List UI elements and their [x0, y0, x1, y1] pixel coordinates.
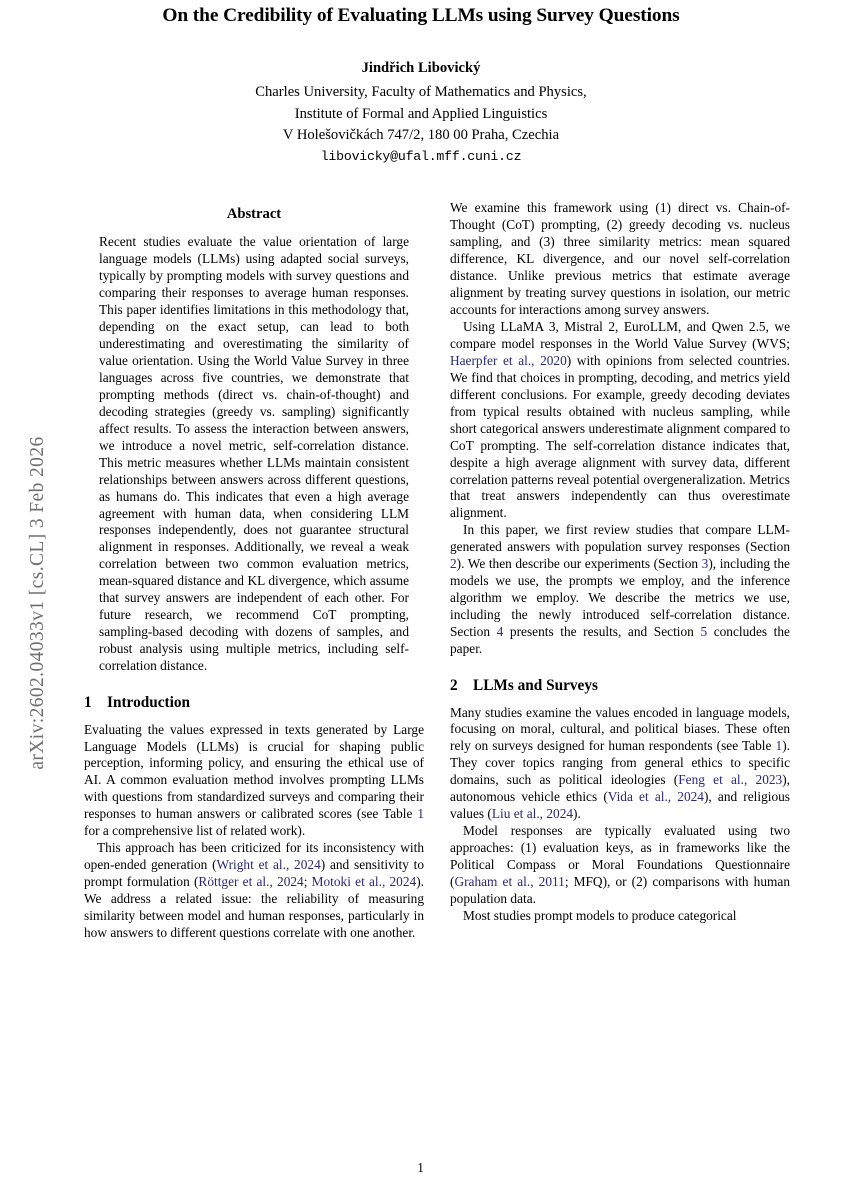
- table-reference[interactable]: 1: [417, 806, 424, 822]
- surveys-paragraph-3: Most studies prompt models to produce categorical: [463, 908, 737, 924]
- text-run: ), and religious values (: [450, 789, 791, 822]
- text-run: ;: [303, 874, 312, 890]
- text-run: ). We then describe our experiments (Section: [456, 556, 702, 572]
- citation-link[interactable]: Liu et al., 2024: [491, 806, 574, 822]
- left-column: [84, 200, 424, 942]
- citation-link[interactable]: Motoki et al., 2024: [311, 874, 417, 890]
- text-run: In this paper, we first review studies that compare LLM-generated answers with population survey responses (Section: [450, 522, 790, 555]
- surveys-paragraph-2: [450, 823, 790, 908]
- section-title: Introduction: [107, 694, 191, 712]
- section-reference[interactable]: 3: [701, 556, 709, 572]
- text-run: for a comprehensive list of related work).: [84, 823, 306, 839]
- page-title: On the Credibility of Evaluating LLMs using Survey Questions: [162, 5, 680, 26]
- intro-paragraph-1: [84, 722, 424, 841]
- section-heading-llms-and-surveys: [450, 677, 790, 695]
- right-column: [450, 200, 790, 925]
- citation-link[interactable]: Wright et al., 2024: [216, 857, 321, 873]
- intro-paragraph-3: We examine this framework using (1) direct vs. Chain-of-Thought (CoT) prompting, (2) greedy decoding vs. nucleus sampling, and (3) three similarity metrics: mean squared difference, KL divergence, and our novel self-correlation distance. Unlike previous metrics that estimate average alignment by treating survey questions in isolation, our metric accounts for interactions among survey answers.: [450, 200, 790, 317]
- surveys-paragraph-1: [450, 705, 790, 824]
- title-block: [84, 4, 758, 164]
- text-run: presents the results, and Section: [503, 624, 701, 640]
- affiliation-line-3: V Holešovičkách 747/2, 180 00 Praha, Czechia: [282, 126, 560, 143]
- section-reference[interactable]: 5: [700, 624, 708, 640]
- text-run: ). They cover topics ranging from general ethics to specific domains, such as political ideologies (: [450, 738, 790, 788]
- section-number: 1: [84, 694, 92, 712]
- abstract-paragraph: Recent studies evaluate the value orientation of large language models (LLMs) using adapted social surveys, typically by prompting models with survey questions and comparing their responses to average human responses. This paper identifies limitations in this methodology that, depending on the exact setup, can lead to both underestimating and overestimating the similarity of value orientation. Using the World Value Survey in three languages across five countries, we demonstrate that prompting methods (direct vs. chain-of-thought) and decoding strategies (greedy vs. sampling) significantly affect results. To assess the interaction between answers, we introduce a novel metric, self-correlation distance. This metric measures whether LLMs maintain consistent relationships between answers across different questions, as humans do. This indicates that even a high average agreement with human data, when considering LLM responses independently, does not guarantee structural alignment in responses. Additionally, we reveal a weak correlation between two common evaluation metrics, mean-squared distance and KL divergence, which assume that survey answers are independent of each other. For future research, we recommend CoT prompting, sampling-based decoding with dozens of samples, and robust analysis using multiple metrics, including self-correlation distance.: [99, 234, 409, 674]
- section-number: 2: [450, 677, 458, 695]
- intro-paragraph-5: [450, 522, 790, 658]
- text-run: ) and sensitivity to prompt formulation (: [84, 857, 425, 890]
- arxiv-identifier-stamp: arXiv:2602.04033v1 [cs.CL] 3 Feb 2026: [27, 436, 48, 770]
- intro-paragraph-2: [84, 840, 424, 942]
- text-run: Using LLaMA 3, Mistral 2, EuroLLM, and Qwen 2.5, we compare model responses in the World Value Survey (WVS;: [450, 318, 790, 351]
- citation-link[interactable]: Vida et al., 2024: [607, 789, 704, 805]
- text-run: ), autonomous vehicle ethics (: [450, 772, 790, 805]
- section-reference[interactable]: 4: [496, 624, 504, 640]
- section-heading-introduction: [84, 694, 424, 712]
- section-reference[interactable]: 2: [450, 556, 457, 572]
- text-run: Model responses are typically evaluated using two approaches: (1) evaluation keys, as in frameworks like the Political Compass or Moral Foundations Questionnaire (: [450, 823, 790, 890]
- author-email: libovicky@ufal.mff.cuni.cz: [320, 149, 522, 165]
- text-run: ; MFQ), or (2) comparisons with human population data.: [450, 874, 790, 907]
- text-run: This approach has been criticized for its inconsistency with open-ended generation (: [84, 840, 424, 873]
- page-number: 1: [417, 1160, 424, 1175]
- text-run: Many studies examine the values encoded in language models, focusing on moral, cultural, and political biases. These often rely on surveys designed for human respondents (see Table: [450, 704, 790, 754]
- abstract-body: [99, 234, 409, 675]
- affiliation-line-2: Institute of Formal and Applied Linguistics: [294, 105, 548, 122]
- text-run: ). We address a related issue: the reliability of measuring similarity between model and human responses, particularly in how answers to different questions correlate with one another.: [84, 874, 424, 941]
- affiliation-line-1: Charles University, Faculty of Mathematics and Physics,: [255, 84, 587, 101]
- citation-link[interactable]: Röttger et al., 2024: [198, 874, 304, 890]
- author-name: Jindřich Libovický: [361, 60, 481, 77]
- text-run: ).: [573, 806, 581, 822]
- text-run: ) with opinions from selected countries. We find that choices in prompting, decoding, and metrics yield different conclusions. For example, greedy decoding deviates from typical results obtained with nucleus sampling, while short categorical answers underestimate alignment compared to CoT prompting. The self-correlation distance indicates that, despite a high average alignment with survey data, different correlation patterns reveal potential overgeneralization. Metrics that treat answers independently can thus overestimate alignment.: [450, 352, 790, 521]
- citation-link[interactable]: Haerpfer et al., 2020: [450, 352, 567, 368]
- table-reference[interactable]: 1: [775, 738, 783, 754]
- abstract-heading: Abstract: [226, 206, 282, 222]
- intro-paragraph-4: [450, 319, 790, 523]
- citation-link[interactable]: Graham et al., 2011: [454, 874, 565, 890]
- text-run: Evaluating the values expressed in texts generated by Large Language Models (LLMs) is crucial for shaping public perception, informing policy, and ensuring the ethical use of AI. A common evaluation method involves prompting LLMs with questions from standardized surveys and comparing their responses to human answers or calibrated scores (see Table: [84, 721, 424, 822]
- text-run: concludes the paper.: [450, 624, 790, 657]
- citation-link[interactable]: Feng et al., 2023: [678, 772, 783, 788]
- text-run: ), including the models we use, the prompts we employ, and the inference algorithm we employ. We describe the metrics we use, including the newly introduced self-correlation distance. Section: [450, 556, 790, 640]
- section-title: LLMs and Surveys: [473, 677, 598, 695]
